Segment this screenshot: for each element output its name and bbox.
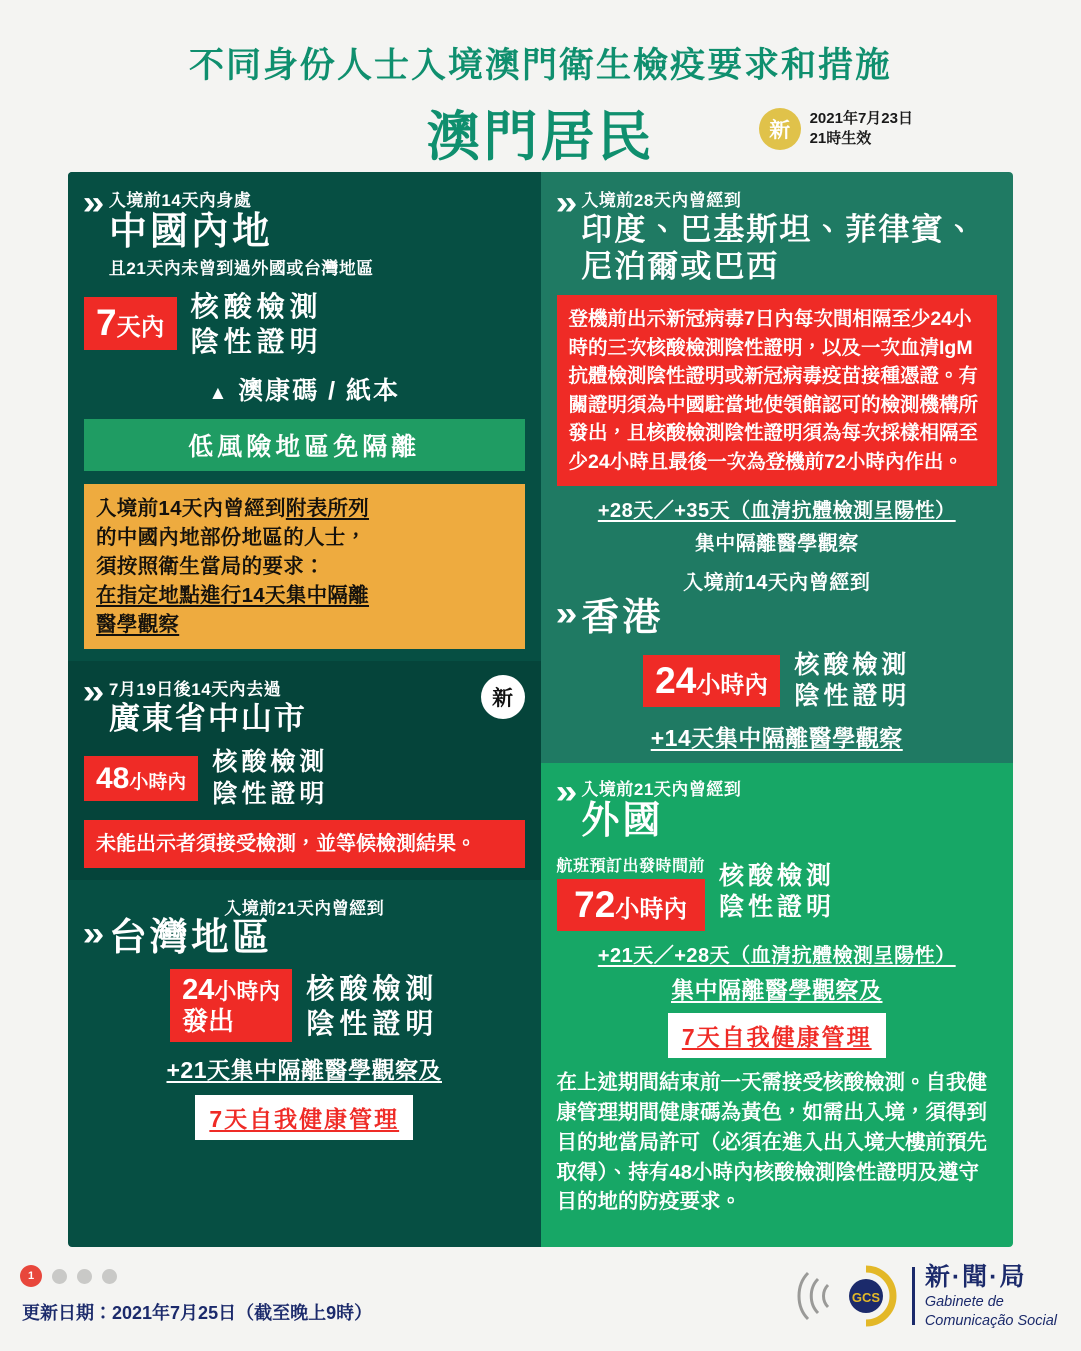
page-title: 不同身份人士入境澳門衛生檢疫要求和措施 [188,46,892,85]
card-foreign-countries [541,763,1014,1247]
hk-validity-unit: 小時內 [696,671,769,699]
foreign-pre-label: 入境前21天內曾經到 [581,780,742,800]
taiwan-validity-number: 24 [182,974,215,1007]
new-badge-icon: 新 [481,675,525,719]
effective-date-text: 2021年7月23日 21時生效 [809,109,913,147]
taiwan-req-line1: 核酸檢測 [306,972,439,1004]
taiwan-self-management-box: 7天自我健康管理 [195,1095,413,1140]
update-date-text: 更新日期：2021年7月25日（截至晚上9時） [22,1303,373,1323]
low-risk-exemption-bar: 低風險地區免隔離 [84,419,525,471]
hk-requirement [794,650,910,713]
mainland-req-line1: 核酸檢測 [190,290,323,322]
svg-text:GCS: GCS [851,1290,880,1305]
foreign-validity-unit: 小時內 [615,895,688,923]
mainland-condition: 且21天內未曾到過外國或台灣地區 [108,258,374,278]
foreign-pill-caption: 航班預訂出發時間前 [556,857,706,875]
zhongshan-validity-badge [84,756,198,801]
pagination[interactable] [20,1265,117,1287]
card-hong-kong [557,566,998,753]
page-footer [0,1247,1081,1351]
mainland-pre-label: 入境前14天內身處 [108,191,252,210]
gcs-logo [794,1259,1057,1333]
page-indicator-3[interactable] [77,1269,92,1284]
mainland-special-areas-note: 入境前14天內曾經到附表所列 的中國內地部份地區的人士， 須按照衛生當局的要求： 在指定地點進行14天集中隔離 醫學觀察 [84,484,525,650]
zhongshan-validity-unit: 小時內 [129,772,187,794]
high-risk-red-panel: 登機前出示新冠病毒7日內每次間相隔至少24小時的三次核酸檢測陰性證明，以及一次血清IgM抗體檢測陰性證明或新冠病毒疫苗接種憑證。有關證明須為中國駐當地使領館認可的檢測機構所發出，且核酸檢測陰性證明須為每次採樣相隔至少24小時且最後一次為登機前72小時內作出。 [557,295,998,486]
gcs-name [925,1261,1057,1331]
chevron-right-icon: » [82,673,105,712]
taiwan-plus-line: +21天集中隔離醫學觀察及 [166,1056,442,1083]
zhongshan-region: 廣東省中山市 [108,701,307,737]
foreign-plus-line: +21天／+28天（血清抗體檢測呈陽性） [597,945,956,968]
taiwan-pre-label: 入境前21天內曾經到 [224,898,385,918]
new-stamp-icon: 新 [759,108,801,150]
high-risk-plus-line: +28天／+35天（血清抗體檢測呈陽性） [597,500,956,523]
mainland-region: 中國內地 [108,211,273,253]
page-indicator-2[interactable] [52,1269,67,1284]
taiwan-region: 台灣地區 [108,916,273,959]
mainland-code-text: 澳康碼 / 紙本 [238,376,401,405]
foreign-footnote: 在上述期間結束前一天需接受核酸檢測。自我健康管理期間健康碼為黃色，如需出入境，須得到目的地當局許可（必須在進入出入境大樓前預先取得）、持有48小時內核酸檢測陰性證明及遵守目的地的防疫要求。 [556,1071,987,1214]
high-risk-pre-label: 入境前28天內曾經到 [581,191,742,210]
column-left [68,172,541,1247]
foreign-requirement [719,861,835,924]
taiwan-validity-line2: 發出 [182,1006,235,1037]
hk-validity-number: 24 [655,659,697,701]
card-mainland-china [68,172,541,661]
zhongshan-pre-label: 7月19日後14天內去過 [108,680,282,700]
foreign-validity-badge [557,879,706,932]
foreign-self-management-box: 7天自我健康管理 [668,1013,886,1058]
foreign-req-line1: 核酸檢測 [719,861,836,890]
chevron-right-icon: » [555,595,577,634]
foreign-region: 外國 [581,800,664,843]
page-indicator-4[interactable] [102,1269,117,1284]
page-indicator-1[interactable]: 1 [20,1265,42,1287]
chevron-right-icon: » [555,184,577,222]
chevron-right-icon: » [82,184,105,222]
foreign-validity-number: 72 [574,883,616,925]
gcs-name-zh: 新·聞·局 [924,1262,1027,1291]
column-right [541,172,1014,1247]
hk-req-line2: 陰性證明 [794,681,911,710]
logo-divider [912,1267,915,1325]
high-risk-region-line2: 尼泊爾或巴西 [581,249,780,285]
mainland-requirement [191,289,323,359]
zhongshan-red-note: 未能出示者須接受檢測，並等候檢測結果。 [84,820,525,868]
high-risk-region-line1: 印度、巴基斯坦、菲律賓、 [581,212,978,247]
high-risk-quarantine-line: 集中隔離醫學觀察 [694,533,859,556]
gcs-name-pt-line2: Comunicação Social [924,1313,1057,1330]
triangle-up-icon: ▲ [208,382,230,404]
taiwan-requirement [306,971,438,1041]
effective-date-stamp [759,108,913,150]
card-taiwan [68,880,541,1152]
mainland-validity-unit: 天內 [116,314,165,342]
mainland-code-line [84,371,525,407]
hk-plus-line: +14天集中隔離醫學觀察 [650,725,903,752]
requirements-board [68,172,1013,1247]
foreign-req-line2: 陰性證明 [719,893,836,922]
taiwan-validity-unit: 小時內 [214,979,281,1005]
card-high-risk-countries [541,172,1014,763]
chevron-right-icon: » [555,773,577,812]
chevron-right-icon: » [82,914,105,953]
page-header [0,0,1081,171]
card-zhongshan [68,661,541,880]
hk-req-line1: 核酸檢測 [794,650,911,679]
gcs-name-pt-line1: Gabinete de [924,1294,1004,1311]
hk-pre-label: 入境前14天內曾經到 [683,572,871,595]
zhongshan-validity-number: 48 [96,762,130,796]
zhongshan-req-line2: 陰性證明 [212,779,329,808]
taiwan-req-line2: 陰性證明 [306,1007,439,1039]
gcs-logo-mark-icon [794,1259,902,1333]
zhongshan-requirement [212,747,328,810]
mainland-validity-badge [84,297,177,350]
hk-region: 香港 [581,597,664,640]
page-subtitle: 澳門居民 [426,107,655,167]
mainland-req-line2: 陰性證明 [190,325,323,357]
foreign-quarantine-line: 集中隔離醫學觀察及 [671,977,883,1004]
mainland-validity-number: 7 [96,302,117,344]
taiwan-validity-badge [170,969,292,1041]
zhongshan-req-line1: 核酸檢測 [212,748,329,777]
hk-validity-badge [643,655,780,708]
